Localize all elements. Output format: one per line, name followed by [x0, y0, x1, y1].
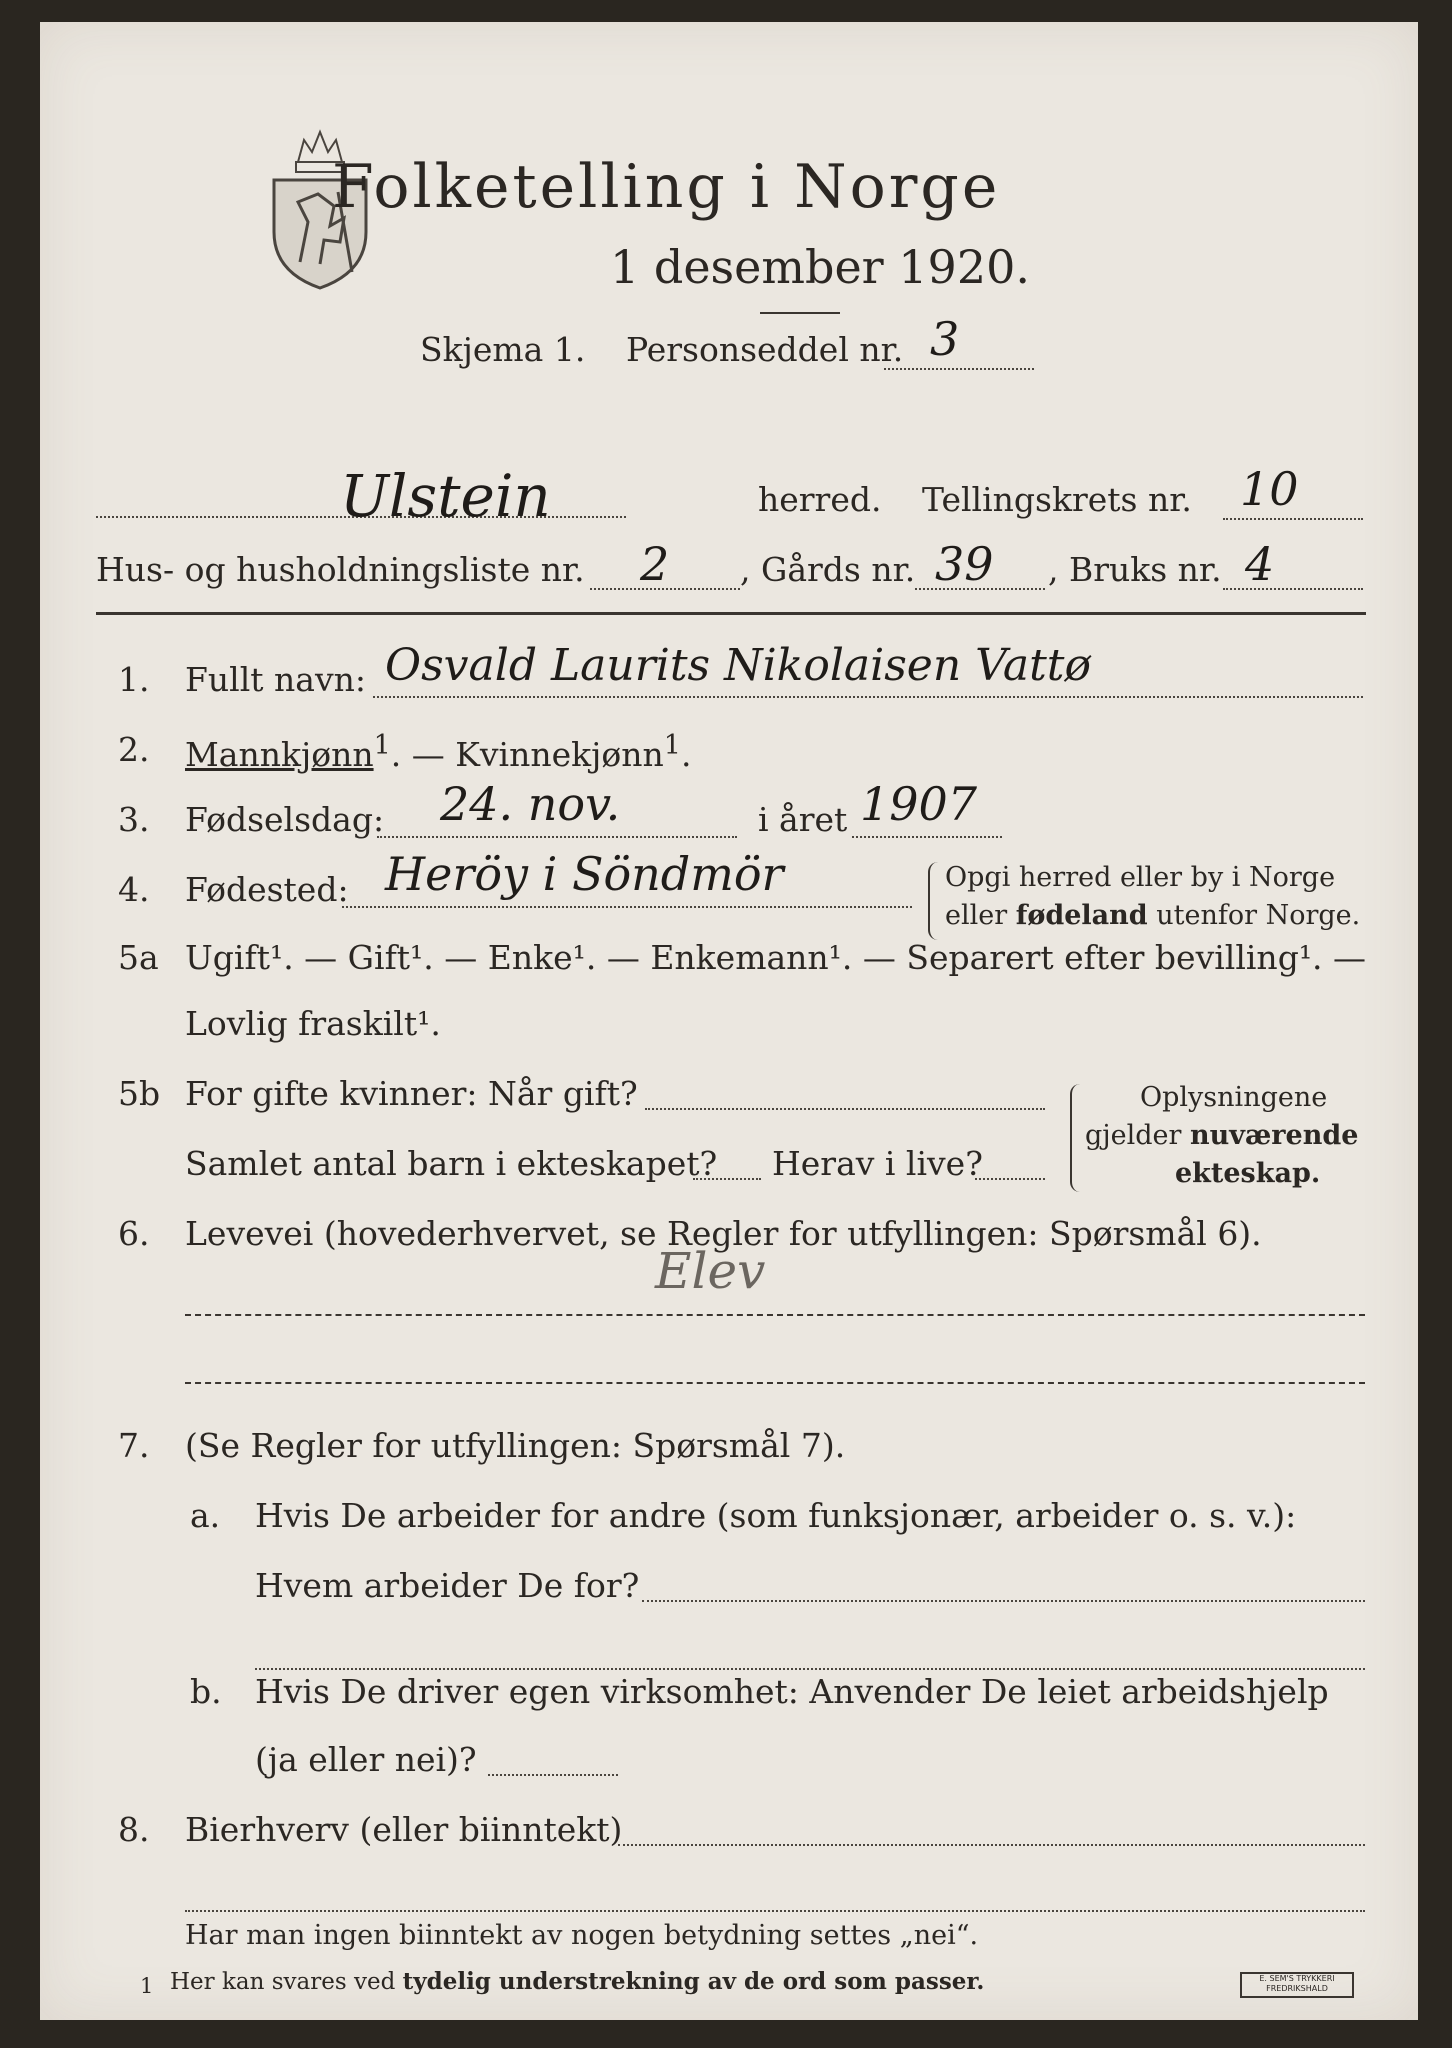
- schema-label: Skjema 1.: [420, 330, 586, 369]
- q7a-line1: Hvis De arbeider for andre (som funksjonær, arbeider o. s. v.):: [255, 1496, 1297, 1535]
- q7b-line2: (ja eller nei)?: [255, 1740, 477, 1779]
- form-date: 1 desember 1920.: [610, 240, 1030, 294]
- children-label: Samlet antal barn i ekteskapet?: [185, 1144, 718, 1183]
- gender-male-option[interactable]: Mannkjønn: [185, 735, 374, 774]
- form-title: Folketelling i Norge: [332, 152, 1001, 222]
- herred-label: herred.: [758, 480, 882, 519]
- birthday-value: 24. nov.: [440, 777, 621, 831]
- side-income-field[interactable]: [618, 1844, 1365, 1846]
- q8-label: Bierhverv (eller biinntekt): [185, 1810, 623, 1849]
- footnote-number: 1: [140, 1974, 154, 1998]
- full-name-value: Osvald Laurits Nikolaisen Vattø: [385, 640, 1091, 691]
- footer-note: Har man ingen biinntekt av nogen betydning settes „nei“.: [185, 1920, 979, 1951]
- q2-number: 2.: [118, 730, 150, 769]
- q7-label: (Se Regler for utfyllingen: Spørsmål 7).: [185, 1426, 846, 1465]
- occupation-value: Elev: [655, 1242, 766, 1300]
- q1-number: 1.: [118, 660, 150, 699]
- q4-note-line1: Opgi herred eller by i Norge: [945, 862, 1336, 893]
- header-divider: [96, 612, 1366, 615]
- side-income-field-2[interactable]: [185, 1910, 1365, 1912]
- q7b-line1: Hvis De driver egen virksomhet: Anvender De leiet arbeidshjelp: [255, 1672, 1329, 1711]
- when-married-field[interactable]: [645, 1108, 1045, 1110]
- husholdning-value: 2: [640, 537, 670, 591]
- when-married-label: For gifte kvinner: Når gift?: [185, 1074, 638, 1113]
- employer-field-2[interactable]: [255, 1668, 1365, 1670]
- marital-status-divorced[interactable]: Lovlig fraskilt¹.: [185, 1004, 441, 1043]
- gender-options: Mannkjønn$^1$. — Kvinnekjønn$^1$.: [185, 730, 692, 774]
- q1-label: Fullt navn:: [185, 660, 366, 699]
- bruks-value: 4: [1245, 537, 1275, 591]
- q4-note-line2: eller fødeland utenfor Norge.: [945, 900, 1361, 931]
- birthplace-field[interactable]: [342, 906, 912, 908]
- q5a-number: 5a: [118, 938, 159, 977]
- q7b-letter: b.: [190, 1672, 222, 1711]
- year-label: i året: [758, 800, 848, 839]
- bruks-label: , Bruks nr.: [1048, 550, 1222, 589]
- footnote-text: Her kan svares ved tydelig understrekning av de ord som passer.: [170, 1968, 985, 1995]
- q7-number: 7.: [118, 1426, 150, 1465]
- q7a-line2: Hvem arbeider De for?: [255, 1566, 640, 1605]
- q6-number: 6.: [118, 1214, 150, 1253]
- census-form: [40, 22, 1418, 2020]
- q3-number: 3.: [118, 800, 150, 839]
- tellingskrets-label: Tellingskrets nr.: [922, 480, 1192, 519]
- q5b-note-brace: [1070, 1084, 1080, 1192]
- title-divider: [760, 312, 840, 314]
- husholdning-label: Hus- og husholdningsliste nr.: [96, 550, 585, 589]
- tellingskrets-value: 10: [1240, 462, 1299, 516]
- employer-field[interactable]: [642, 1600, 1365, 1602]
- children-field[interactable]: [693, 1178, 761, 1180]
- alive-label: Herav i live?: [772, 1144, 983, 1183]
- full-name-field[interactable]: [373, 696, 1363, 698]
- gender-female-option[interactable]: Kvinnekjønn: [455, 735, 664, 774]
- birthday-field[interactable]: [377, 836, 737, 838]
- bruks-field[interactable]: [1223, 588, 1363, 590]
- printer-stamp: E. SEM'S TRYKKERI FREDRIKSHALD: [1240, 1972, 1354, 1998]
- herred-value: Ulstein: [340, 462, 551, 530]
- personseddel-value: 3: [930, 312, 960, 366]
- occupation-field-2[interactable]: [185, 1382, 1365, 1384]
- alive-field[interactable]: [975, 1178, 1045, 1180]
- year-value: 1907: [860, 777, 978, 831]
- q6-label: Levevei (hovederhvervet, se Regler for utfyllingen: Spørsmål 6).: [185, 1214, 1262, 1253]
- q5b-note-line2: gjelder nuværende: [1085, 1120, 1359, 1151]
- personseddel-label: Personseddel nr.: [626, 330, 904, 369]
- q5b-note-line3: ekteskap.: [1175, 1158, 1321, 1189]
- birthplace-value: Heröy i Söndmör: [385, 847, 784, 901]
- q4-number: 4.: [118, 870, 150, 909]
- occupation-field-1[interactable]: [185, 1314, 1365, 1316]
- q5b-number: 5b: [118, 1074, 161, 1113]
- gards-label: , Gårds nr.: [740, 550, 916, 589]
- personseddel-field[interactable]: [884, 368, 1034, 370]
- q4-label: Fødested:: [185, 870, 349, 909]
- q3-label: Fødselsdag:: [185, 800, 385, 839]
- year-field[interactable]: [852, 836, 1002, 838]
- gards-value: 39: [935, 537, 994, 591]
- hired-help-field[interactable]: [488, 1774, 618, 1776]
- q5b-note-line1: Oplysningene: [1140, 1082, 1328, 1113]
- tellingskrets-field[interactable]: [1223, 518, 1363, 520]
- marital-status-options[interactable]: Ugift¹. — Gift¹. — Enke¹. — Enkemann¹. — Separert efter bevilling¹. —: [185, 938, 1367, 977]
- q4-note-brace: [928, 862, 938, 940]
- q7a-letter: a.: [190, 1496, 221, 1535]
- q8-number: 8.: [118, 1810, 150, 1849]
